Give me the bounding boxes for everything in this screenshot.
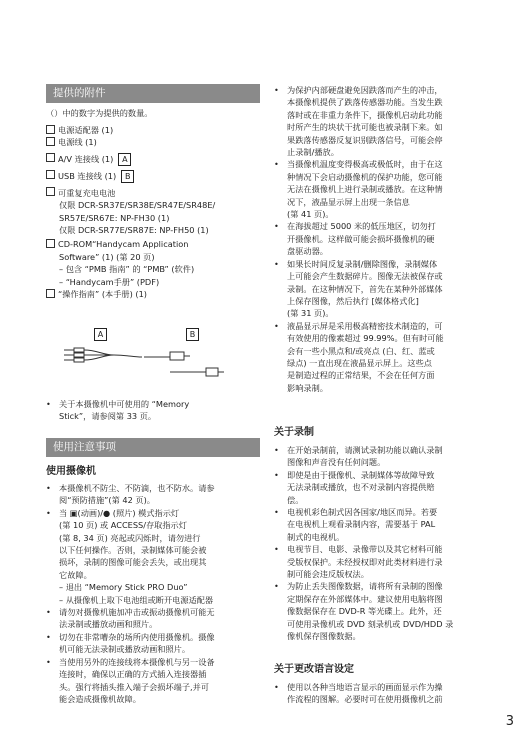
- bullet-text-line: 连接时，确保以正确的方式插入连接器插: [59, 669, 207, 680]
- bullet-item: [274, 444, 488, 469]
- bullet-text-line: 上可能会产生数据碎片。图像无法被保存或: [287, 271, 443, 282]
- bullet-text-line: 本摄像机提供了跌落传感器功能。当发生跌: [287, 97, 443, 108]
- bullet-text-line: 是制造过程的正常结果，不会在任何方面: [287, 370, 435, 381]
- bullet-text-line: 在海拔超过 5000 米的低压地区，切勿打: [287, 221, 436, 232]
- bullet-item: [46, 631, 260, 656]
- language-bullets: [274, 681, 488, 706]
- bullet-text-line: 图像和声音没有任何问题。: [287, 457, 386, 468]
- bullet-text-line: 在电视机上观看录制内容，需要基于 PAL: [287, 519, 436, 530]
- bullet-text-line: 当 ▣(动画)/● (照片) 模式指示灯: [59, 507, 180, 518]
- checkbox-square-icon: [46, 125, 55, 134]
- bullet-item: [274, 469, 488, 506]
- bullet-item: [274, 681, 488, 706]
- bullet-item: [46, 507, 260, 606]
- bullet-text-line: 电视机彩色制式因各国家/地区而异。若要: [287, 507, 438, 518]
- bullet-text-line: 法录制或播放动画和照片。: [59, 619, 158, 630]
- bullet-text-line: 像机保存图像数据。: [287, 631, 361, 642]
- bullet-text-line: 如果长时间反复录制/删除图像，录制媒体: [287, 258, 438, 269]
- bullet-text-line: 切勿在非常嘈杂的场所内使用摄像机。摄像: [59, 631, 215, 642]
- bullet-text-line: 请勿对摄像机施加冲击或振动摄像机可能无: [59, 607, 215, 618]
- bullet-text-line: 无法录制或播放，也不对录制内容提供赔: [287, 482, 435, 493]
- bullet-text-line: 开摄像机。这样做可能会损坏摄像机的硬: [287, 233, 435, 244]
- bullet-text-line: 上保存图像，然后执行 [媒体格式化]: [287, 295, 419, 306]
- label-a-tag: A: [94, 328, 107, 341]
- bullet-item: [46, 656, 260, 706]
- accessories-header: 提供的附件: [46, 84, 260, 103]
- bullet-text-line: 无法在摄像机上进行录制或播放。在这种情: [287, 184, 443, 195]
- bullet-text-line: 止录制/播放。: [287, 147, 339, 158]
- bullet-text-line: 制可能会违反版权法。: [287, 569, 369, 580]
- accessory-item: CD-ROM“Handycam Application: [46, 238, 260, 250]
- bullet-item: [46, 482, 260, 507]
- section-heading-recording: 关于录制: [274, 427, 314, 438]
- bullet-text-line: (第 10 页) 或 ACCESS/存取指示灯: [59, 520, 187, 531]
- bullet-icon: •: [274, 85, 279, 95]
- av-cable-drawing: [58, 342, 258, 380]
- bullet-item: [274, 84, 488, 158]
- bullet-text-line: 录制。在这种情况下，首先在某种外部媒体: [287, 283, 443, 294]
- bullet-text-line: 使用以各种当地语言显示的画面显示作为操: [287, 682, 443, 692]
- bullet-icon: •: [46, 507, 51, 518]
- section-heading-language: 关于更改语言设定: [274, 664, 354, 675]
- bullet-item: [274, 543, 488, 580]
- checkbox-square-icon: [46, 170, 55, 179]
- recording-bullets: [274, 444, 488, 643]
- bullet-text-line: 可使用录像机或 DVD 刻录机或 DVD/HDD 录: [287, 618, 454, 629]
- bullet-item: [274, 506, 488, 543]
- bullet-text-line: 果跌落传感器反复识别跌落信号，可能会停: [287, 134, 443, 145]
- bullet-text-line: 当使用另外的连接线将本摄像机与另一设备: [59, 656, 215, 667]
- bullet-text-line: – 从摄像机上取下电池组或断开电源适配器: [59, 594, 214, 605]
- bullet-icon: •: [274, 544, 279, 555]
- bullet-text-line: 为防止丢失图像数据，请将所有录制的图像: [287, 581, 443, 592]
- cable-illustration: [58, 328, 258, 378]
- bullet-text-line: 阅“预防措施”(第 42 页)。: [59, 495, 155, 506]
- accessory-item: “操作指南” (本手册) (1): [46, 288, 260, 300]
- bullet-item: [274, 158, 488, 220]
- bullet-text-line: 制式的电视机。: [287, 531, 345, 542]
- bullet-icon: •: [274, 445, 279, 455]
- bullet-icon: •: [46, 399, 51, 409]
- accessories-note: （）中的数字为提供的数量。: [46, 108, 153, 118]
- bullet-text-line: 定期保存在外部媒体中。建议使用电脑将图: [287, 593, 443, 604]
- bullet-text-line: 影响录制。: [287, 382, 328, 393]
- bullet-text-line: – 退出 “Memory Stick PRO Duo”: [59, 582, 188, 593]
- accessory-item: 电源适配器 (1): [46, 124, 260, 136]
- bullet-text-line: 即使是由于摄像机、录制媒体等故障导致: [287, 469, 435, 480]
- accessory-item: A/V 连接线 (1) A: [46, 153, 260, 166]
- label-b-tag: B: [121, 170, 134, 183]
- bullet-text-line: 它故障。: [59, 569, 92, 580]
- bullet-text-line: 作流程的图解。必要时可在使用摄像机之前: [287, 694, 443, 705]
- accessory-item: USB 连接线 (1) B: [46, 170, 260, 183]
- bullet-text-line: 液晶显示屏是采用极高精密技术制造的，可: [287, 320, 443, 331]
- bullet-text-line: 损坏，录制的图像可能会丢失，或出现其: [59, 557, 207, 568]
- bullet-icon: •: [274, 682, 279, 692]
- checkbox-square-icon: [46, 239, 55, 248]
- bullet-text-line: 时所产生的块状干扰可能也被录制下来。如: [287, 122, 443, 133]
- bullet-text-line: 有效使用的像素超过 99.99%。但有时可能: [287, 333, 444, 344]
- hardware-bullets: [274, 84, 488, 394]
- precautions-header: 使用注意事项: [46, 438, 260, 457]
- bullet-text-line: 头。强行将插头推入端子会损坏端子,并可: [59, 681, 209, 692]
- bullet-text-line: 受版权保护。未经授权即对此类材料进行录: [287, 556, 443, 567]
- bullet-item: [46, 606, 260, 631]
- bullet-item: [274, 220, 488, 257]
- section-heading-using: 使用摄像机: [46, 466, 96, 477]
- bullet-item: [274, 258, 488, 320]
- bullet-item: [274, 580, 488, 642]
- bullet-icon: •: [274, 258, 279, 269]
- bullet-text-line: (第 8, 34 页) 亮起或闪烁时，请勿进行: [59, 532, 201, 543]
- bullet-text-line: 偿。: [287, 494, 304, 505]
- bullet-icon: •: [274, 159, 279, 170]
- bullet-text-line: (第 31 页)。: [287, 308, 334, 319]
- bullet-text-line: 盘驱动器。: [287, 246, 328, 257]
- bullet-text-line: 像数据保存在 DVD-R 等光碟上。此外，还: [287, 606, 442, 617]
- bullet-text-line: 机可能无法录制或播放动画和照片。: [59, 644, 191, 655]
- bullet-text-line: 在开始录制前，请测试录制功能以确认录制: [287, 445, 443, 455]
- checkbox-square-icon: [46, 289, 55, 298]
- accessory-item: 电源线 (1): [46, 136, 260, 148]
- bullet-text-line: 以下任何操作。否则，录制媒体可能会被: [59, 545, 207, 556]
- accessory-item: 可重复充电电池: [46, 187, 260, 199]
- bullet-icon: •: [46, 607, 51, 618]
- bullet-text-line: 况下，液晶显示屏上出现一条信息: [287, 196, 410, 207]
- bullet-text-line: 绿点) 一直出现在液晶显示屏上。这些点: [287, 357, 432, 368]
- accessory-list: 电源适配器 (1) 电源线 (1) A/V 连接线 (1) A USB 连接线 (1) B 可重复充电电池 仅限 DCR-SR37E/SR38E/SR47E/SR48E/ SR57E/SR67E: NP-FH30 (1) 仅限 DCR-SR77E/SR87E: NP-FH50 (1) CD-ROM“Handycam Application Software” (1) (第 20 页) – 包含 “PMB 指南” 的 “PMB” (软件) – “Handycam手册” (PDF) “操作指南” (本手册) (1): [46, 124, 260, 300]
- bullet-text-line: 电视节目、电影、录像带以及其它材料可能: [287, 544, 443, 555]
- bullet-icon: •: [46, 631, 51, 642]
- bullet-icon: •: [274, 581, 279, 592]
- bullet-icon: •: [274, 507, 279, 518]
- bullet-icon: •: [274, 320, 279, 331]
- using-bullets: [46, 482, 260, 705]
- bullet-icon: •: [274, 221, 279, 232]
- bullet-text-line: 种情况下会启动摄像机的保护功能，您可能: [287, 171, 443, 182]
- bullet-icon: •: [46, 483, 51, 493]
- bullet-text-line: 会有一些小黑点和/或亮点 (白、红、蓝或: [287, 345, 435, 356]
- page-number: 3: [505, 714, 514, 729]
- checkbox-square-icon: [46, 153, 55, 162]
- checkbox-square-icon: [46, 137, 55, 146]
- bullet-icon: •: [274, 469, 279, 480]
- label-b-tag: B: [186, 328, 199, 341]
- bullet-text-line: 能会造成摄像机故障。: [59, 693, 141, 704]
- label-a-tag: A: [118, 153, 131, 166]
- bullet-text-line: 当摄像机温度变得极高或极低时，由于在这: [287, 159, 443, 170]
- checkbox-square-icon: [46, 187, 55, 196]
- bullet-item: [274, 320, 488, 394]
- bullet-text-line: 本摄像机不防尘、不防滴，也不防水。请参: [59, 483, 215, 493]
- bullet-text-line: (第 41 页)。: [287, 209, 334, 220]
- memory-stick-note: • 关于本摄像机中可使用的 “Memory Stick”，请参阅第 33 页。: [46, 399, 190, 422]
- bullet-icon: •: [46, 656, 51, 667]
- bullet-text-line: 落时或在非重力条件下，摄像机启动此功能: [287, 109, 443, 120]
- bullet-text-line: 为保护内部硬盘避免因跌落而产生的冲击，: [287, 85, 443, 95]
